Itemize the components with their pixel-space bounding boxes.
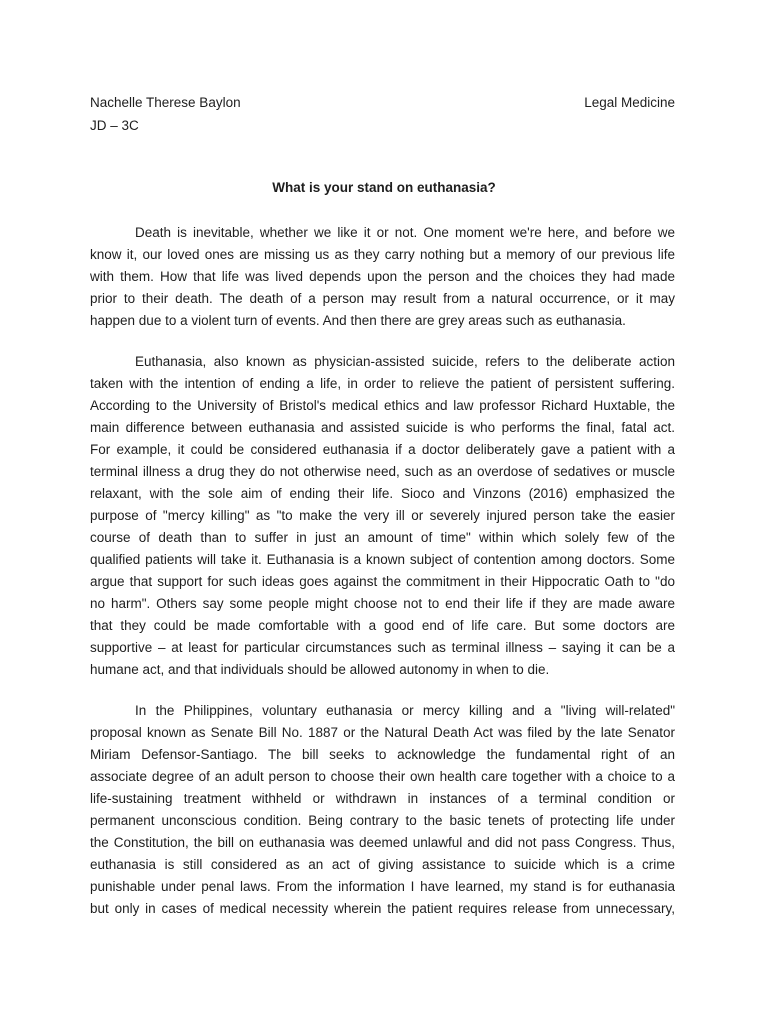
paragraph-line: terminal illness a drug they do not otherwise need, such as an overdose of sedatives or muscle	[90, 464, 675, 479]
paragraph-line: main difference between euthanasia and assisted suicide is who performs the final, fatal act.	[90, 420, 675, 435]
paragraph-line: For example, it could be considered euthanasia if a doctor deliberately gave a patient with a	[90, 442, 675, 457]
paragraph-line: purpose of "mercy killing" as "to make the very ill or severely injured person take the easier	[90, 508, 675, 523]
paragraph-line: supportive – at least for particular circumstances such as terminal illness – saying it can be a	[90, 640, 675, 655]
paragraph-line: course of death than to suffer in just an amount of time" within which solely few of the	[90, 530, 675, 545]
paragraph-line: According to the University of Bristol's medical ethics and law professor Richard Huxtable, the	[90, 398, 675, 413]
paragraph-line: happen due to a violent turn of events. And then there are grey areas such as euthanasia.	[90, 313, 626, 328]
paragraph-line: proposal known as Senate Bill No. 1887 or the Natural Death Act was filed by the late Senator	[90, 725, 675, 740]
paragraph-line: Miriam Defensor-Santiago. The bill seeks to acknowledge the fundamental right of an	[90, 747, 675, 762]
paragraph-line: life-sustaining treatment withheld or withdrawn in instances of a terminal condition or	[90, 791, 675, 806]
paragraph-line: argue that support for such ideas goes against the commitment in their Hippocratic Oath to "do	[90, 574, 675, 589]
paragraph-line: taken with the intention of ending a life, in order to relieve the patient of persistent suffering.	[90, 376, 675, 391]
paragraph-2	[90, 351, 675, 681]
class-section: JD – 3C	[90, 118, 139, 133]
paragraph-line: the Constitution, the bill on euthanasia was deemed unlawful and did not pass Congress. Thus,	[90, 835, 675, 850]
paragraph-line: In the Philippines, voluntary euthanasia or mercy killing and a "living will-related"	[135, 703, 675, 718]
paragraph-line: associate degree of an adult person to choose their own health care together with a choice to a	[90, 769, 675, 784]
author-name: Nachelle Therese Baylon	[90, 95, 241, 110]
paragraph-line: permanent unconscious condition. Being contrary to the basic tenets of protecting life under	[90, 813, 675, 828]
paragraph-line: but only in cases of medical necessity wherein the patient requires release from unnecessary,	[90, 901, 675, 916]
paragraph-line: relaxant, with the sole aim of ending their life. Sioco and Vinzons (2016) emphasized the	[90, 486, 675, 501]
paragraph-line: know it, our loved ones are missing us as they carry nothing but a memory of our previous life	[90, 247, 675, 262]
paragraph-1	[90, 222, 675, 332]
paragraph-line: prior to their death. The death of a person may result from a natural occurrence, or it may	[90, 291, 675, 306]
essay-title: What is your stand on euthanasia?	[272, 180, 496, 195]
paragraph-line: that they could be made comfortable with a good end of life care. But some doctors are	[90, 618, 675, 633]
paragraph-line: with them. How that life was lived depends upon the person and the choices they had made	[90, 269, 675, 284]
paragraph-line: punishable under penal laws. From the information I have learned, my stand is for euthanasia	[90, 879, 675, 894]
paragraph-line: euthanasia is still considered as an act of giving assistance to suicide which is a crime	[90, 857, 675, 872]
paragraph-line: humane act, and that individuals should be allowed autonomy in when to die.	[90, 662, 550, 677]
paragraph-line: qualified patients will take it. Euthanasia is a known subject of contention among doctors. Some	[90, 552, 675, 567]
paragraph-line: no harm". Others say some people might choose not to end their life if they are made aware	[90, 596, 675, 611]
paragraph-line: Death is inevitable, whether we like it or not. One moment we're here, and before we	[135, 225, 675, 240]
course-name: Legal Medicine	[584, 95, 675, 110]
paragraph-line: Euthanasia, also known as physician-assisted suicide, refers to the deliberate action	[135, 354, 675, 369]
paragraph-3	[90, 700, 675, 920]
